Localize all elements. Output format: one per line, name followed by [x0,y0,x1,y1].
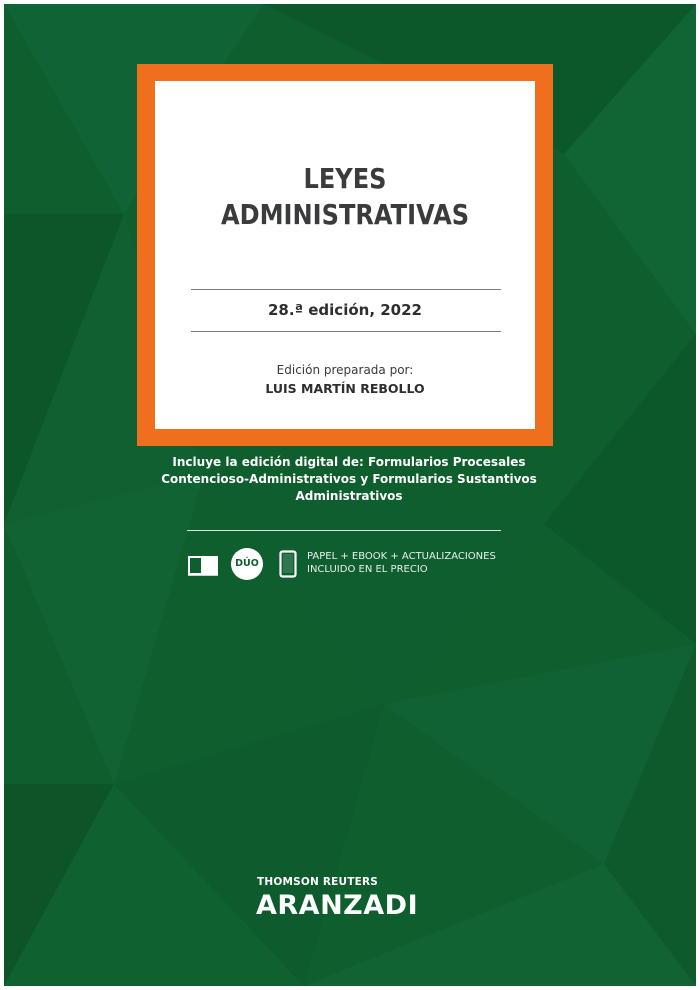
duo-description [307,550,567,576]
duo-line-2: INCLUIDO EN EL PRECIO [307,564,428,575]
book-cover [4,4,696,986]
includes-line-1: Incluye la edición digital de: Formularios Procesales [172,455,526,469]
divider-top [191,289,501,290]
tablet-icon [279,550,297,578]
title-line-2: ADMINISTRATIVAS [220,198,470,231]
includes-line-3: Administrativos [295,489,403,503]
prepared-by-label: Edición preparada por: [276,363,414,377]
divider-bottom [191,331,501,332]
duo-line-1: PAPEL + EBOOK + ACTUALIZACIONES [307,551,496,562]
edition-label: 28.ª edición, 2022 [268,301,422,319]
publisher-logo: ARANZADI [256,890,419,921]
title-line-1: LEYES [303,162,387,195]
open-book-icon [187,554,219,576]
title-frame [137,64,553,446]
divider-white [187,530,501,531]
includes-note [154,454,544,505]
duo-badge: DÚO [231,548,263,580]
includes-line-2: Contencioso-Administrativos y Formularios Sustantivos [161,472,537,486]
title-panel [155,81,535,429]
author-name: LUIS MARTÍN REBOLLO [265,381,425,396]
book-title [182,161,509,233]
publisher-parent: THOMSON REUTERS [257,876,379,888]
